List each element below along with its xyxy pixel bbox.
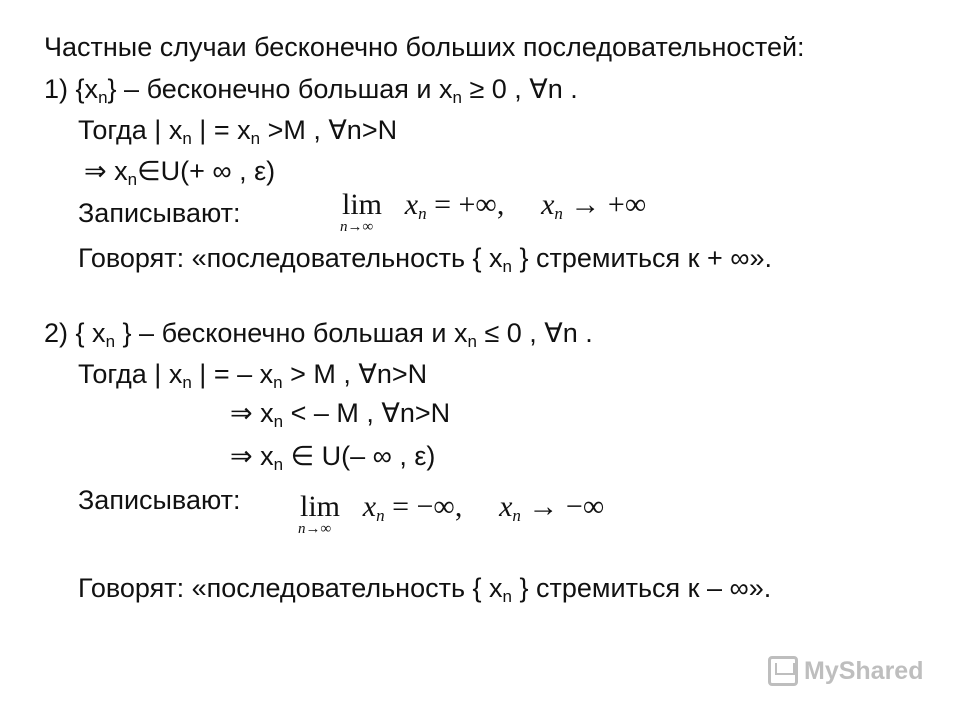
case2-head-sub: n	[105, 332, 116, 351]
case2-formula-x: x	[362, 490, 377, 523]
case2-header	[44, 318, 593, 351]
case1-then-line	[78, 115, 398, 148]
myshared-logo-icon	[768, 656, 798, 686]
case2-then-rest: > M , ∀n>N	[282, 359, 428, 389]
case2-head-rest: } – бесконечно большая и x	[115, 318, 468, 348]
case1-head-rest: } – бесконечно большая и x	[107, 74, 453, 104]
case2-impl2-pre: ⇒ x	[230, 441, 274, 471]
case2-write-label: Записывают:	[78, 485, 241, 515]
case2-lim-under: n→∞	[298, 521, 332, 537]
case2-condition: ≤ 0 , ∀n .	[476, 318, 593, 348]
case1-then: Тогда | x	[78, 115, 183, 145]
case2-then-line	[78, 359, 428, 392]
case2-formula-rest: = −∞,	[384, 490, 463, 523]
case1-impl-rest: ∈U(+ ∞ , ε)	[137, 156, 276, 186]
case2-then-sub1: n	[182, 373, 192, 392]
case1-cond-sub: n	[452, 88, 462, 107]
case2-then: Тогда | x	[78, 359, 183, 389]
case2-say: Говорят: «последовательность { x	[78, 573, 503, 603]
case2-formula-sub: n	[376, 506, 385, 525]
case2-say-sub: n	[502, 587, 513, 606]
case2-tends-sub: n	[512, 506, 521, 525]
case1-lim-under: n→∞	[340, 219, 374, 235]
case1-tends-sub: n	[554, 204, 563, 223]
case1-then-sub2: n	[250, 129, 261, 148]
case1-say-sub: n	[502, 257, 513, 276]
case2-tends-rest: → −∞	[520, 490, 605, 523]
case2-cond-sub: n	[467, 332, 477, 351]
case1-then-mid: | = x	[191, 115, 251, 145]
case2-limit-formula	[298, 490, 605, 537]
case2-impl1-rest: < – M , ∀n>N	[283, 398, 451, 428]
case1-then-rest: >M , ∀n>N	[260, 115, 398, 145]
case1-formula-rest: = +∞,	[426, 188, 505, 221]
case1-tends-x: x	[541, 188, 555, 221]
case1-then-sub1: n	[182, 129, 192, 148]
case2-say-rest: } стремиться к – ∞».	[512, 573, 772, 603]
case1-formula-sub: n	[418, 204, 427, 223]
case2-head: { x	[75, 318, 106, 348]
case1-say: Говорят: «последовательность { x	[78, 243, 503, 273]
case2-implication-1	[230, 398, 451, 431]
case1-impl-sub: n	[127, 170, 138, 189]
case1-head: {x	[75, 74, 99, 104]
case1-write-label: Записывают:	[78, 198, 241, 228]
watermark-text: MyShared	[804, 656, 924, 685]
case2-lim: lim	[300, 490, 341, 523]
case1-number: 1)	[44, 74, 69, 104]
case2-tends-x: x	[499, 490, 513, 523]
case1-lim: lim	[342, 188, 383, 221]
case1-implication	[84, 156, 276, 189]
case1-tends-rest: → +∞	[562, 188, 647, 221]
case1-formula-x: x	[404, 188, 419, 221]
case2-say-line	[78, 573, 772, 606]
case2-then-mid: | = – x	[191, 359, 274, 389]
case1-head-sub: n	[98, 88, 108, 107]
case2-implication-2	[230, 441, 436, 474]
case2-impl2-rest: ∈ U(– ∞ , ε)	[283, 441, 436, 471]
case1-impl-pre: ⇒ x	[84, 156, 128, 186]
case2-impl2-sub: n	[273, 455, 284, 474]
case1-header	[44, 74, 578, 107]
case1-say-rest: } стремиться к + ∞».	[512, 243, 772, 273]
case2-impl1-pre: ⇒ x	[230, 398, 274, 428]
case1-say-line	[78, 243, 772, 276]
case2-number: 2)	[44, 318, 69, 348]
case2-impl1-sub: n	[273, 412, 284, 431]
case1-condition: ≥ 0 , ∀n .	[461, 74, 578, 104]
page-title: Частные случаи бесконечно больших последовательностей:	[44, 32, 805, 62]
case1-limit-formula	[340, 188, 647, 235]
watermark	[768, 656, 923, 686]
case2-then-sub2: n	[273, 373, 283, 392]
